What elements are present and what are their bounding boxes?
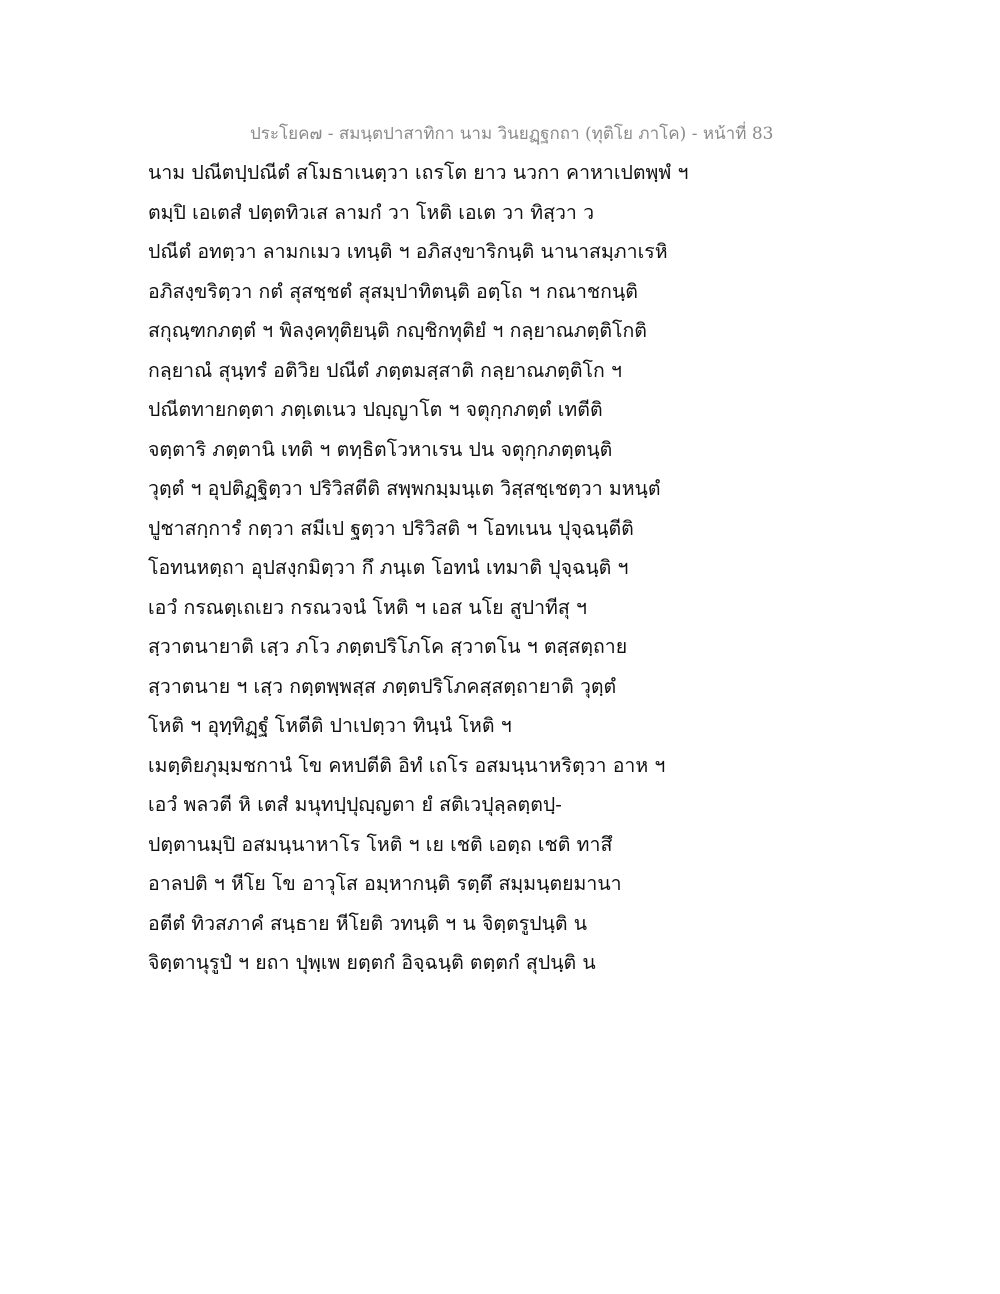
text-line: อาลปติ ฯ หีโย โข อาวุโส อมฺหากนฺติ รตฺตึ สมฺมนฺตยมานา [148, 872, 622, 895]
text-line: สกุณฺฑกภตฺตํ ฯ พิลงฺคทุติยนฺติ กญฺชิกทุติยํ ฯ กลฺยาณภตฺติโกติ [148, 319, 647, 342]
text-line: อตีตํ ทิวสภาคํ สนฺธาย หีโยติ วทนฺติ ฯ น จิตฺตรูปนฺติ น [148, 911, 588, 935]
text-line: ปตฺตานมฺปิ อสมนฺนาหาโร โหติ ฯ เย เชติ เอตฺถ เชติ ทาสึ [148, 832, 613, 856]
text-line: โหติ ฯ อุทฺทิฏฺฐํ โหตีติ ปาเปตฺวา ทินฺนํ โหติ ฯ [148, 714, 512, 737]
text-line: ปณีตทายกตฺตา ภตฺเตเนว ปญฺญาโต ฯ จตุกฺกภตฺตํ เทตีติ [148, 398, 603, 421]
text-line: จตฺตาริ ภตฺตานิ เทติ ฯ ตทฺธิตโวหาเรน ปน จตุกฺกภตฺตนฺติ [148, 437, 613, 461]
text-line: ตมฺปิ เอเตสํ ปตฺตทิวเส ลามกํ วา โหติ เอเต วา ทิสฺวา ว [148, 200, 595, 224]
body-text [148, 157, 708, 987]
text-line: เอวํ กรณตฺเถเยว กรณวจนํ โหติ ฯ เอส นโย สูปาทีสุ ฯ [148, 595, 587, 619]
text-line: อภิสงฺขริตฺวา กตํ สุสชฺชตํ สุสมฺปาทิตนฺติ อตฺโถ ฯ กณาชกนฺติ [148, 279, 638, 303]
text-line: สฺวาตนาย ฯ เสฺว กตฺตพฺพสฺส ภตฺตปริโภคสฺสตฺถายาติ วุตฺตํ [148, 674, 617, 698]
text-line: เมตฺติยภุมฺมชกานํ โข คหปตีติ อิทํ เถโร อสมนฺนาหริตฺวา อาห ฯ [148, 753, 666, 777]
text-line: ปูชาสกฺการํ กตฺวา สมีเป ฐตฺวา ปริวิสติ ฯ โอทเนน ปุจฺฉนฺตีติ [148, 516, 634, 540]
running-header: ประโยค๗ - สมนฺตปาสาทิกา นาม วินยฏฺฐกถา (ทุติโย ภาโค) - หน้าที่ 83 [250, 124, 774, 144]
text-line: กลฺยาณํ สุนฺทรํ อติวิย ปณีตํ ภตฺตมสฺสาติ กลฺยาณภตฺติโก ฯ [148, 358, 622, 382]
text-line: โอทนหตฺถา อุปสงฺกมิตฺวา กึ ภนฺเต โอทนํ เทมาติ ปุจฺฉนฺติ ฯ [148, 556, 629, 579]
text-line: สฺวาตนายาติ เสฺว ภโว ภตฺตปริโภโค สฺวาตโน ฯ ตสฺสตฺถาย [148, 635, 628, 658]
text-line: วุตฺตํ ฯ อุปติฏฺฐิตฺวา ปริวิสตีติ สพฺพกมฺมนฺเต วิสฺสชฺเชตฺวา มหนฺตํ [148, 477, 661, 500]
text-line: เอวํ พลวตี หิ เตสํ มนุทปฺปุญฺญตา ยํ สติเวปุลฺลตฺตปฺ- [148, 793, 562, 816]
text-line: จิตฺตานุรูปํ ฯ ยถา ปุพฺเพ ยตฺตกํ อิจฺฉนฺติ ตตฺตกํ สุปนฺติ น [148, 951, 596, 974]
text-line: นาม ปณีตปฺปณีตํ สโมธาเนตฺวา เถรโต ยาว นวกา คาหาเปตพฺพํ ฯ [148, 161, 689, 184]
text-line: ปณีตํ อทตฺวา ลามกเมว เทนฺติ ฯ อภิสงฺขาริกนฺติ นานาสมฺภาเรหิ [148, 240, 668, 263]
